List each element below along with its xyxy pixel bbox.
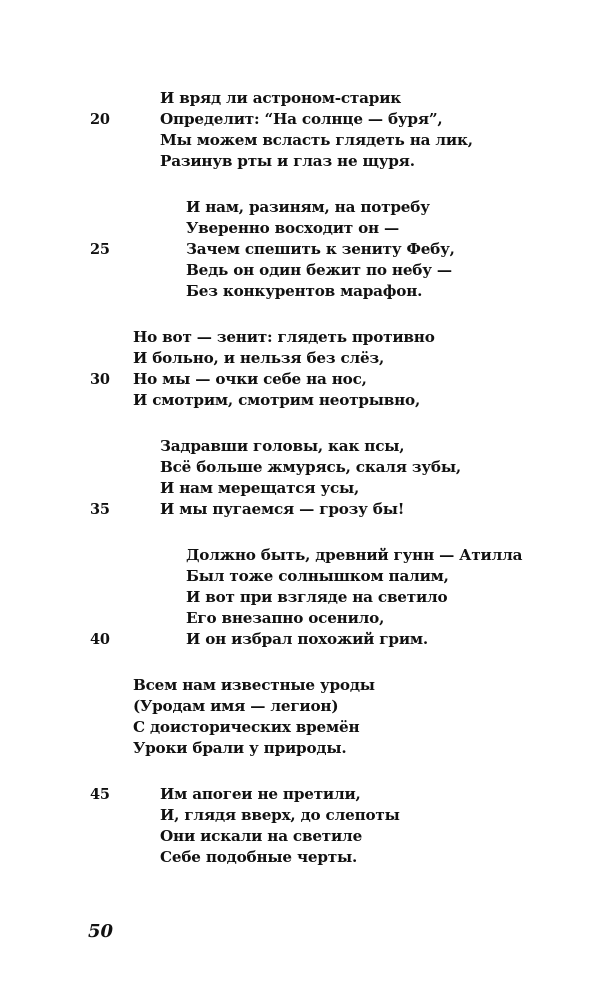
poem-line <box>0 130 600 151</box>
line-text: Ведь он один бежит по небу — <box>186 261 452 279</box>
poem-line <box>0 369 600 390</box>
line-number: 35 <box>90 501 110 518</box>
line-text: И он избрал похожий грим. <box>186 630 428 648</box>
line-number: 45 <box>90 786 110 803</box>
poem-line <box>0 478 600 499</box>
line-text: Был тоже солнышком палим, <box>186 567 449 585</box>
line-text: Уроки брали у природы. <box>133 739 347 757</box>
line-text: И вот при взгляде на светило <box>186 588 448 606</box>
poem-line <box>0 847 600 868</box>
poem-line <box>0 281 600 302</box>
line-text: Должно быть, древний гунн — Атилла <box>186 546 523 564</box>
stanza <box>0 784 600 868</box>
line-text: И нам мерещатся усы, <box>160 479 360 497</box>
page-number: 50 <box>88 921 114 942</box>
poem-line <box>0 587 600 608</box>
poem-line <box>0 348 600 369</box>
poem-line <box>0 88 600 109</box>
poem-line <box>0 805 600 826</box>
poem-line <box>0 696 600 717</box>
line-text: Мы можем всласть глядеть на лик, <box>160 131 473 149</box>
line-text: Без конкурентов марафон. <box>186 282 423 300</box>
line-text: Зачем спешить к зениту Фебу, <box>186 240 455 258</box>
line-number: 30 <box>90 371 110 388</box>
poem-line <box>0 826 600 847</box>
poem-body <box>0 88 600 893</box>
poem-line <box>0 390 600 411</box>
line-text: И мы пугаемся — грозу бы! <box>160 500 405 518</box>
line-text: И нам, разиням, на потребу <box>186 198 430 216</box>
poem-line <box>0 629 600 650</box>
line-text: Им апогеи не претили, <box>160 785 361 803</box>
poem-line <box>0 109 600 130</box>
poem-line <box>0 566 600 587</box>
poem-line <box>0 457 600 478</box>
line-text: Уверенно восходит он — <box>186 219 399 237</box>
line-text: Но вот — зенит: глядеть противно <box>133 328 435 346</box>
poem-line <box>0 260 600 281</box>
line-text: Себе подобные черты. <box>160 848 358 866</box>
poem-line <box>0 218 600 239</box>
poem-line <box>0 738 600 759</box>
line-text: Всем нам известные уроды <box>133 676 375 694</box>
line-text: И больно, и нельзя без слёз, <box>133 349 385 367</box>
line-text: И смотрим, смотрим неотрывно, <box>133 391 421 409</box>
line-text: Задравши головы, как псы, <box>160 437 405 455</box>
stanza <box>0 675 600 759</box>
line-text: Всё больше жмурясь, скаля зубы, <box>160 458 461 476</box>
line-text: И, глядя вверх, до слепоты <box>160 806 400 824</box>
stanza <box>0 545 600 650</box>
line-text: С доисторических времён <box>133 718 360 736</box>
poem-line <box>0 499 600 520</box>
poem-line <box>0 717 600 738</box>
stanza <box>0 88 600 172</box>
line-text: (Уродам имя — легион) <box>133 697 339 715</box>
line-text: Разинув рты и глаз не щуря. <box>160 152 415 170</box>
line-number: 20 <box>90 111 110 128</box>
poem-line <box>0 436 600 457</box>
line-number: 40 <box>90 631 110 648</box>
line-text: Определит: “На солнце — буря”, <box>160 110 443 128</box>
line-number: 25 <box>90 241 110 258</box>
poem-line <box>0 327 600 348</box>
line-text: Его внезапно осенило, <box>186 609 385 627</box>
poem-line <box>0 197 600 218</box>
poem-line <box>0 608 600 629</box>
line-text: Но мы — очки себе на нос, <box>133 370 367 388</box>
poem-line <box>0 239 600 260</box>
stanza <box>0 197 600 302</box>
stanza <box>0 327 600 411</box>
poem-line <box>0 784 600 805</box>
poem-line <box>0 675 600 696</box>
line-text: И вряд ли астроном-старик <box>160 89 402 107</box>
line-text: Они искали на светиле <box>160 827 363 845</box>
stanza <box>0 436 600 520</box>
poem-line <box>0 545 600 566</box>
poem-line <box>0 151 600 172</box>
